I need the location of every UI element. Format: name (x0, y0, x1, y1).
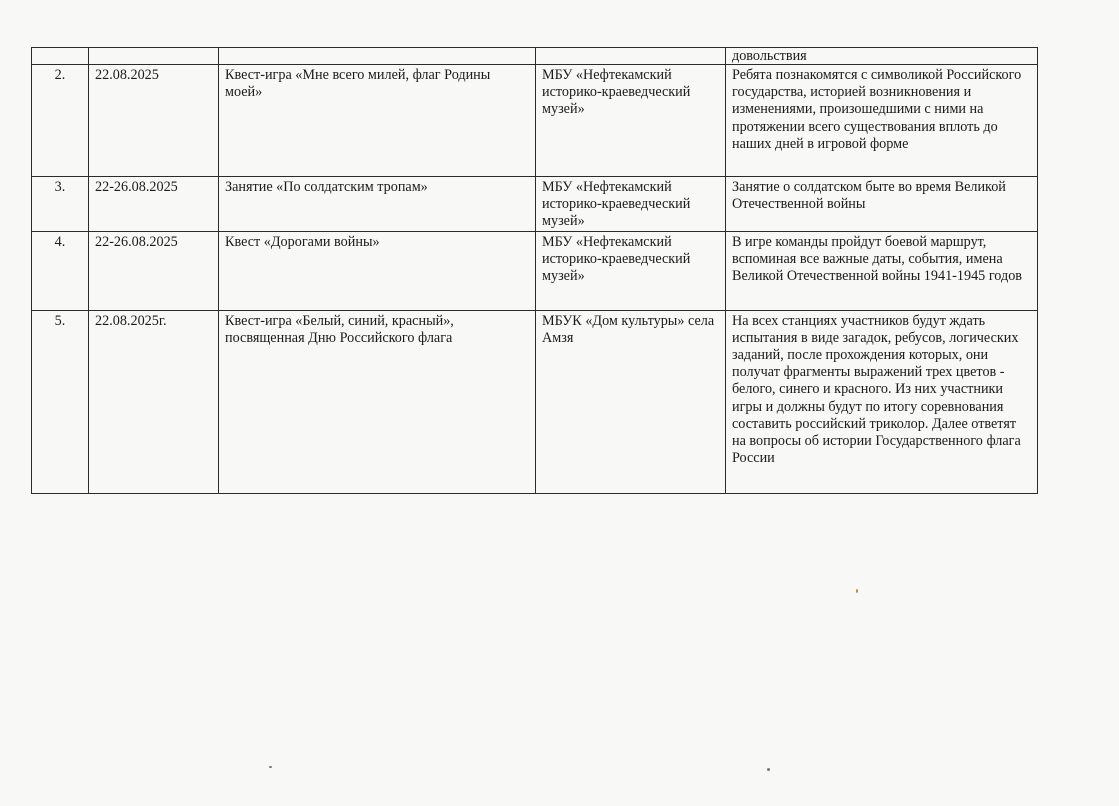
cell-venue: МБУК «Дом культуры» села Амзя (536, 310, 726, 493)
table-row (32, 231, 1038, 310)
cell-venue: МБУ «Нефтекамский историко-краеведческий музей» (536, 231, 726, 310)
cell-description: Занятие о солдатском быте во время Великой Отечественной войны (726, 177, 1038, 232)
cell-number: 5. (32, 310, 89, 493)
table-row (32, 65, 1038, 177)
cell-title (219, 48, 536, 65)
table-row (32, 310, 1038, 493)
cell-description: На всех станциях участников будут ждать испытания в виде загадок, ребусов, логических заданий, после прохождения которых, они получат фрагменты выражений трех цветов - белого, синего и красного. Из них участники игры и должны будут по итогу соревнования составить российский триколор. Далее ответят на вопросы об истории Государственного флага России (726, 310, 1038, 493)
cell-number: 4. (32, 231, 89, 310)
cell-venue: МБУ «Нефтекамский историко-краеведческий музей» (536, 65, 726, 177)
events-table (31, 47, 1038, 494)
cell-date: 22-26.08.2025 (89, 177, 219, 232)
cell-number: 2. (32, 65, 89, 177)
cell-date: 22.08.2025г. (89, 310, 219, 493)
scan-speck (269, 766, 272, 768)
scan-speck (767, 768, 770, 771)
cell-date: 22-26.08.2025 (89, 231, 219, 310)
table-row-continuation (32, 48, 1038, 65)
cell-venue (536, 48, 726, 65)
cell-date (89, 48, 219, 65)
cell-description: довольствия (726, 48, 1038, 65)
cell-title: Квест-игра «Мне всего милей, флаг Родины моей» (219, 65, 536, 177)
cell-venue: МБУ «Нефтекамский историко-краеведческий музей» (536, 177, 726, 232)
cell-number: 3. (32, 177, 89, 232)
cell-title: Квест «Дорогами войны» (219, 231, 536, 310)
cell-date: 22.08.2025 (89, 65, 219, 177)
cell-description: Ребята познакомятся с символикой Российского государства, историей возникновения и изменениями, произошедшими с ними на протяжении всего существования вплоть до наших дней в игровой форме (726, 65, 1038, 177)
cell-title: Квест-игра «Белый, синий, красный», посвященная Дню Российского флага (219, 310, 536, 493)
cell-number (32, 48, 89, 65)
table-row (32, 177, 1038, 232)
cell-title: Занятие «По солдатским тропам» (219, 177, 536, 232)
scan-speck (856, 589, 858, 593)
cell-description: В игре команды пройдут боевой маршрут, вспоминая все важные даты, события, имена Великой Отечественной войны 1941-1945 годов (726, 231, 1038, 310)
